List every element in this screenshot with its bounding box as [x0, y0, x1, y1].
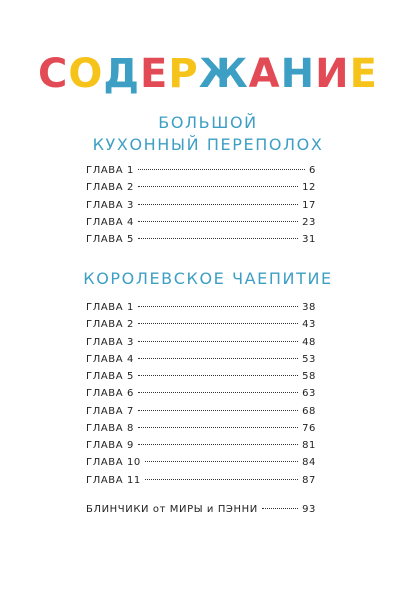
leader-dots — [138, 392, 298, 393]
toc-row[interactable] — [86, 440, 316, 457]
leader-dots — [138, 221, 298, 222]
page-number: 87 — [302, 474, 316, 486]
toc-row[interactable] — [86, 423, 316, 440]
chapter-label: ГЛАВА 10 — [86, 457, 141, 469]
toc-section-tea-party — [86, 302, 316, 492]
toc-extra-label: БЛИНЧИКИ от МИРЫ и ПЭННИ — [86, 504, 258, 515]
leader-dots — [145, 461, 298, 462]
chapter-label: ГЛАВА 5 — [86, 371, 134, 382]
leader-dots — [138, 306, 298, 307]
toc-row[interactable] — [86, 302, 316, 319]
title-letter: И — [315, 51, 350, 97]
leader-dots — [138, 358, 298, 359]
toc-row[interactable] — [86, 354, 316, 371]
toc-row[interactable] — [86, 217, 316, 234]
leader-dots — [138, 410, 298, 411]
page-number: 31 — [302, 234, 316, 245]
title-letter: Д — [103, 51, 141, 97]
toc-row[interactable] — [86, 475, 316, 492]
title-letter: А — [248, 51, 281, 97]
page-number: 58 — [302, 371, 316, 382]
page-number: 76 — [302, 422, 316, 434]
page-number: 81 — [302, 440, 316, 451]
toc-row[interactable] — [86, 337, 316, 354]
page-number: 53 — [302, 353, 316, 365]
section-title-kitchen-line1: БОЛЬШОЙ — [158, 113, 258, 132]
leader-dots — [138, 186, 298, 187]
section-title-tea-party: КОРОЛЕВСКОЕ ЧАЕПИТИЕ — [83, 269, 333, 288]
chapter-label: ГЛАВА 11 — [86, 474, 141, 486]
toc-row[interactable] — [86, 457, 316, 474]
page-title — [0, 50, 416, 98]
title-letter: О — [68, 51, 104, 97]
section-title-kitchen-line2: КУХОННЫЙ ПЕРЕПОЛОХ — [92, 135, 324, 154]
chapter-label: ГЛАВА 4 — [86, 216, 134, 228]
chapter-label: ГЛАВА 4 — [86, 353, 134, 365]
chapter-label: ГЛАВА 5 — [86, 234, 134, 245]
toc-extra-entry[interactable] — [86, 504, 316, 515]
leader-dots — [138, 427, 298, 428]
title-letter: Н — [280, 51, 316, 97]
title-letter: Е — [349, 51, 378, 97]
toc-section-kitchen — [86, 165, 316, 251]
toc-row[interactable] — [86, 406, 316, 423]
toc-row[interactable] — [86, 200, 316, 217]
title-letter: С — [38, 51, 69, 97]
leader-dots — [138, 204, 298, 205]
leader-dots — [138, 238, 298, 239]
page-number: 12 — [302, 182, 316, 194]
leader-dots — [262, 508, 298, 509]
chapter-label: ГЛАВА 2 — [86, 182, 134, 194]
page-number: 48 — [302, 336, 316, 348]
chapter-label: ГЛАВА 2 — [86, 319, 134, 331]
toc-row[interactable] — [86, 388, 316, 405]
page-number: 23 — [302, 216, 316, 228]
toc-row[interactable] — [86, 182, 316, 199]
toc-row[interactable] — [86, 165, 316, 182]
chapter-label: ГЛАВА 7 — [86, 405, 134, 417]
title-letter: Р — [168, 51, 199, 97]
chapter-label: ГЛАВА 8 — [86, 422, 134, 434]
leader-dots — [138, 169, 305, 170]
leader-dots — [138, 323, 298, 324]
toc-row[interactable] — [86, 234, 316, 251]
leader-dots — [145, 479, 298, 480]
leader-dots — [138, 375, 298, 376]
page-number: 84 — [302, 457, 316, 469]
page-number: 63 — [302, 388, 316, 400]
chapter-label: ГЛАВА 3 — [86, 336, 134, 348]
page-number: 43 — [302, 319, 316, 331]
chapter-label: ГЛАВА 9 — [86, 440, 134, 451]
title-letter: Ж — [198, 51, 249, 97]
chapter-label: ГЛАВА 3 — [86, 199, 134, 211]
page-number: 38 — [302, 302, 316, 313]
page-number: 17 — [302, 199, 316, 211]
chapter-label: ГЛАВА 1 — [86, 165, 134, 176]
toc-extra-page: 93 — [302, 504, 316, 515]
chapter-label: ГЛАВА 1 — [86, 302, 134, 313]
page-number: 6 — [309, 165, 316, 176]
toc-row[interactable] — [86, 319, 316, 336]
title-letter: Е — [140, 51, 169, 97]
chapter-label: ГЛАВА 6 — [86, 388, 134, 400]
leader-dots — [138, 444, 298, 445]
page-number: 68 — [302, 405, 316, 417]
toc-row[interactable] — [86, 371, 316, 388]
leader-dots — [138, 341, 298, 342]
